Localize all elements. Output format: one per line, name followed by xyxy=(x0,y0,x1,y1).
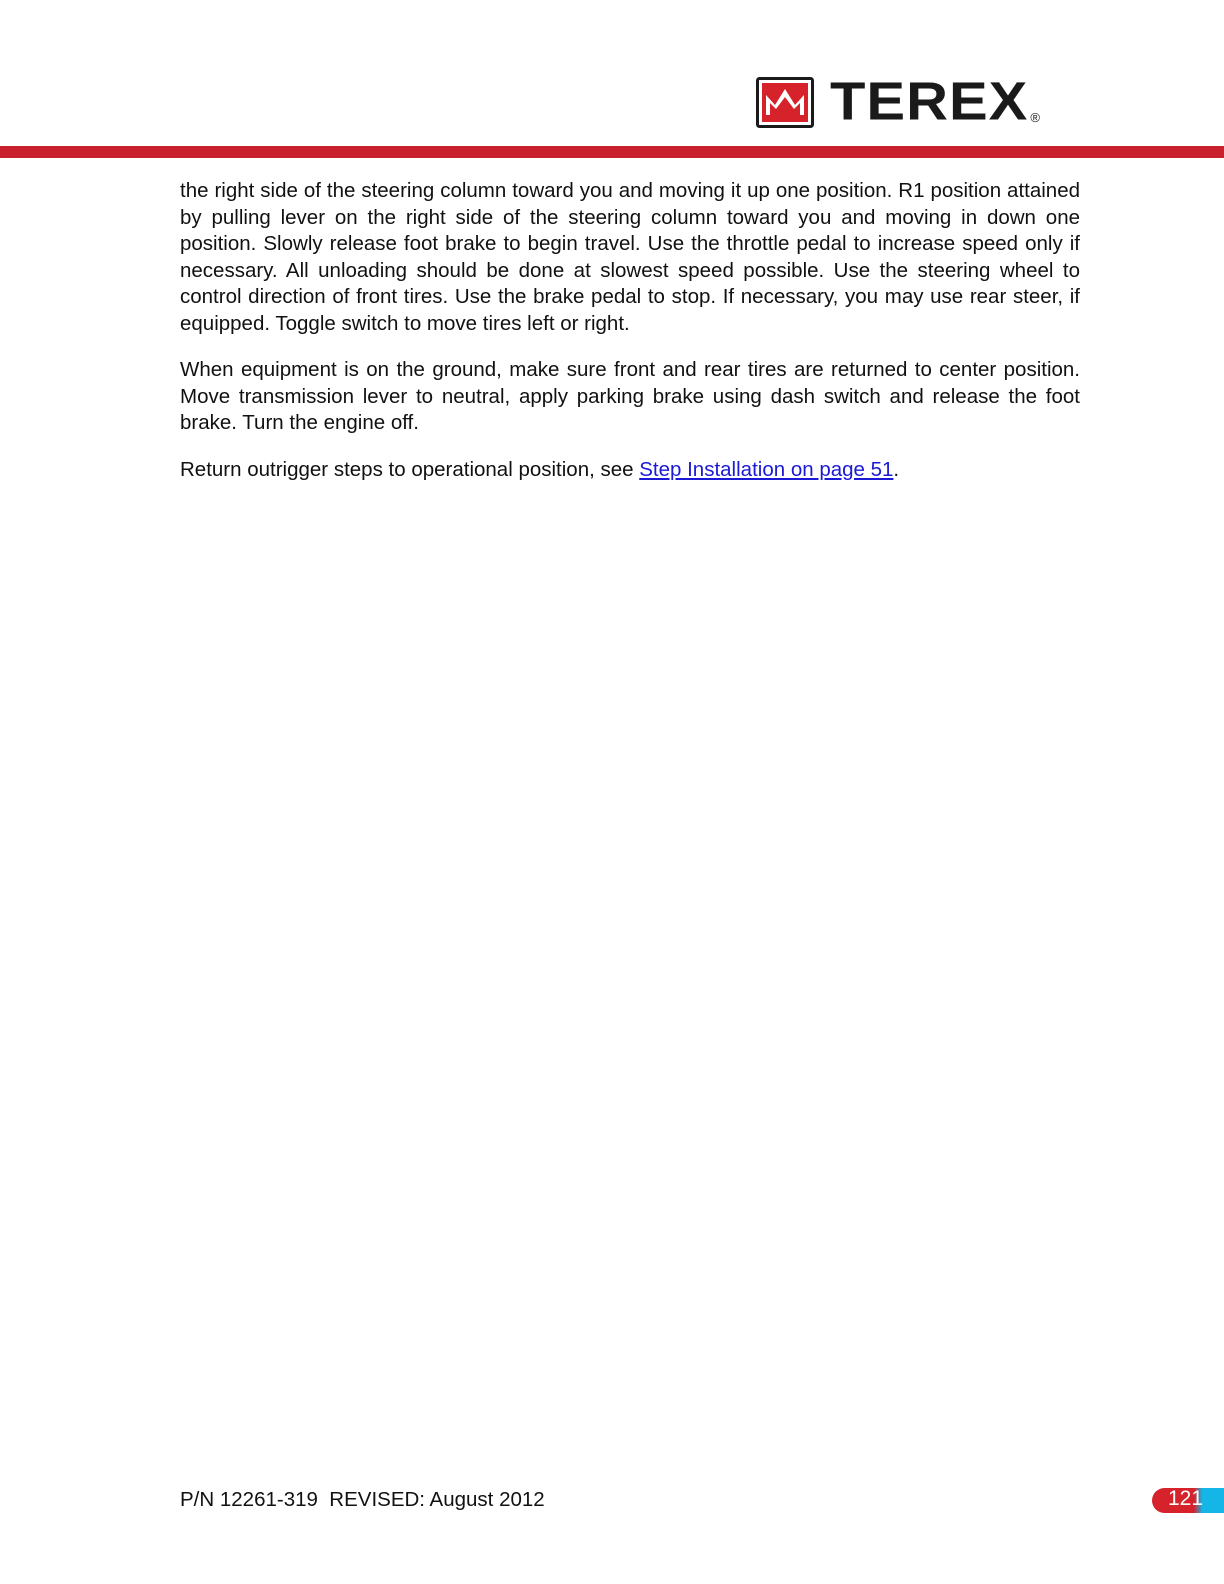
page-number: 121 xyxy=(1168,1487,1204,1510)
document-body xyxy=(180,178,1080,503)
body-paragraph-with-link xyxy=(180,457,1080,484)
footer-part-number: P/N 12261-319 REVISED: August 2012 xyxy=(180,1488,545,1511)
step-installation-link[interactable]: Step Installation on page 51 xyxy=(639,457,894,481)
paragraph-text: . xyxy=(893,457,900,481)
terex-crown-icon xyxy=(756,77,814,128)
paragraph-text: Return outrigger steps to operational position, see xyxy=(180,457,640,481)
body-paragraph: the right side of the steering column toward you and moving it up one position. R1 position attained by pulling lever on the right side of the steering column toward you and moving in down one position. Slowly release foot brake to begin travel. Use the throttle pedal to increase speed only if necessary. All unloading should be done at slowest speed possible. Use the steering wheel to control direction of front tires. Use the brake pedal to stop. If necessary, you may use rear steer, if equipped. Toggle switch to move tires left or right. xyxy=(180,179,1080,335)
registered-mark: ® xyxy=(1030,110,1040,125)
logo-wordmark: TEREX xyxy=(830,71,1029,132)
body-paragraph: When equipment is on the ground, make sure front and rear tires are returned to center position. Move transmission lever to neutral, apply parking brake using dash switch and release the foot brake. Turn the engine off. xyxy=(180,358,1080,434)
header-divider xyxy=(0,146,1224,158)
terex-logo xyxy=(756,73,1040,131)
